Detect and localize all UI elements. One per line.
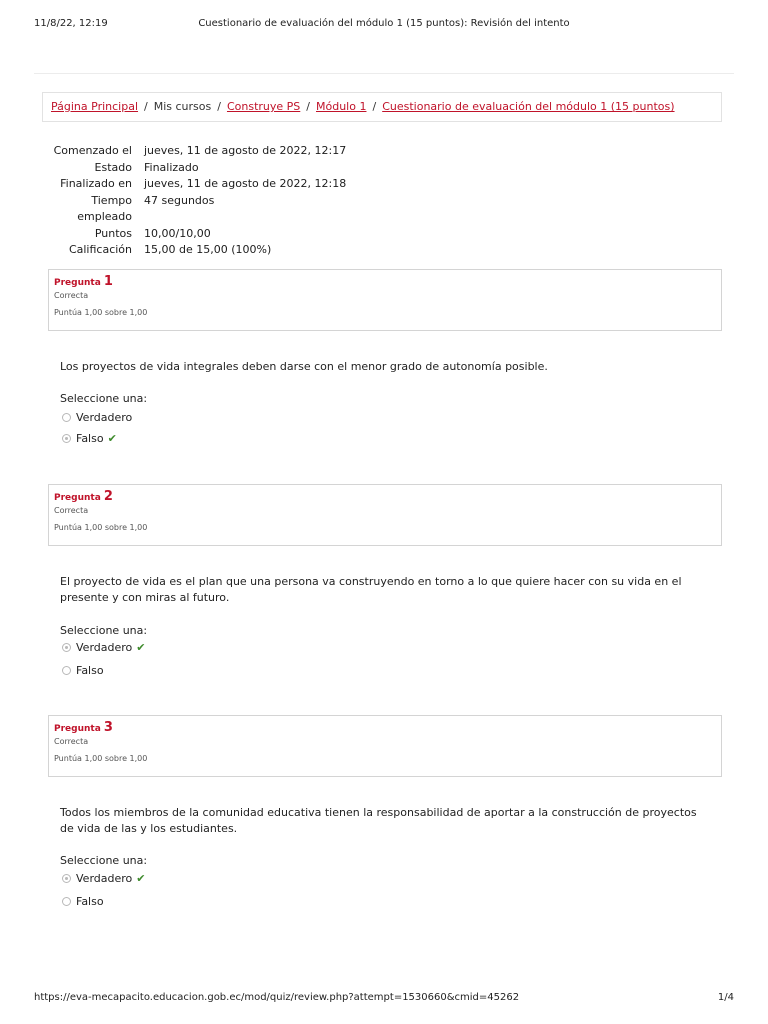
- option-label: Falso: [76, 895, 104, 908]
- checkmark-icon: ✔: [136, 641, 146, 654]
- question-number: 3: [103, 720, 113, 735]
- print-datetime: 11/8/22, 12:19: [34, 18, 108, 29]
- radio-button[interactable]: [62, 666, 71, 675]
- question-state: Correcta: [54, 506, 89, 515]
- summary-value: jueves, 11 de agosto de 2022, 12:18: [144, 177, 347, 190]
- print-header: [34, 18, 734, 32]
- question-text: Todos los miembros de la comunidad educativa tienen la responsabilidad de aportar a la construcción de proyectos de vida de las y los estudiantes.: [60, 806, 697, 835]
- breadcrumb-separator: /: [372, 100, 377, 113]
- question-title: [54, 274, 721, 289]
- answer-option[interactable]: [62, 895, 104, 908]
- breadcrumb-my-courses: Mis cursos: [153, 100, 212, 113]
- question-text: Los proyectos de vida integrales deben darse con el menor grado de autonomía posible.: [60, 360, 548, 373]
- breadcrumb-separator: /: [144, 100, 148, 113]
- breadcrumb-separator: /: [217, 100, 221, 113]
- summary-value: 47 segundos: [144, 193, 215, 207]
- summary-value: Finalizado: [144, 160, 199, 174]
- question-title: [54, 720, 721, 735]
- radio-button-selected[interactable]: [62, 874, 71, 883]
- summary-label: Finalizado en: [60, 177, 132, 190]
- question-text: El proyecto de vida es el plan que una persona va construyendo en torno a lo que quiere hacer con su vida en el presente y con miras al futuro.: [60, 575, 682, 604]
- summary-label: Estado: [94, 160, 132, 174]
- question-title: [54, 489, 721, 504]
- answer-prompt: Seleccione una:: [60, 392, 148, 405]
- summary-value: 10,00/10,00: [144, 226, 211, 240]
- breadcrumb-module-link[interactable]: Módulo 1: [316, 100, 367, 113]
- answer-prompt: Seleccione una:: [60, 854, 148, 867]
- option-label: Verdadero: [76, 411, 133, 424]
- question-state: Correcta: [54, 737, 89, 746]
- summary-label: Tiempo empleado: [77, 193, 132, 223]
- radio-button[interactable]: [62, 413, 71, 422]
- option-label: Falso: [76, 664, 104, 677]
- divider: [34, 73, 734, 74]
- question-number: 2: [103, 489, 113, 504]
- checkmark-icon: ✔: [136, 872, 146, 885]
- summary-value: 15,00 de 15,00 (100%): [144, 243, 272, 256]
- breadcrumb-course-link[interactable]: Construye PS: [226, 100, 301, 113]
- option-label: Verdadero: [76, 872, 133, 885]
- answer-option[interactable]: [62, 872, 145, 885]
- question-grade: Puntúa 1,00 sobre 1,00: [54, 308, 148, 317]
- summary-label: Calificación: [68, 243, 132, 256]
- print-title: Cuestionario de evaluación del módulo 1 (15 puntos): Revisión del intento: [198, 18, 570, 29]
- summary-row-finished: [42, 176, 444, 193]
- question-state: Correcta: [54, 291, 89, 300]
- answer-option[interactable]: [62, 411, 132, 424]
- question-grade: Puntúa 1,00 sobre 1,00: [54, 754, 148, 763]
- question-number: 1: [103, 274, 113, 289]
- summary-label: Puntos: [94, 226, 132, 240]
- option-label: Falso: [76, 432, 104, 445]
- answer-option[interactable]: [62, 664, 104, 677]
- summary-row-state: [42, 160, 444, 177]
- answer-prompt: Seleccione una:: [60, 624, 148, 637]
- option-label: Verdadero: [76, 641, 133, 654]
- breadcrumb: [42, 92, 722, 122]
- question-title-prefix: Pregunta: [54, 724, 101, 734]
- question-grade: Puntúa 1,00 sobre 1,00: [54, 523, 148, 532]
- answer-option[interactable]: [62, 641, 145, 654]
- question-title-prefix: Pregunta: [54, 278, 101, 288]
- summary-row-marks: [42, 226, 444, 243]
- question-info-3: [48, 715, 722, 777]
- summary-row-started: [42, 143, 444, 160]
- summary-value: jueves, 11 de agosto de 2022, 12:17: [144, 144, 347, 157]
- page-number: 1/4: [717, 992, 734, 1003]
- summary-row-time-taken: [42, 193, 444, 226]
- breadcrumb-quiz-link[interactable]: Cuestionario de evaluación del módulo 1 (15 puntos): [382, 100, 675, 113]
- checkmark-icon: ✔: [107, 432, 117, 445]
- breadcrumb-separator: /: [306, 100, 310, 113]
- breadcrumb-home-link[interactable]: Página Principal: [51, 100, 139, 113]
- attempt-summary: [42, 143, 444, 259]
- radio-button[interactable]: [62, 897, 71, 906]
- summary-label: Comenzado el: [53, 144, 132, 157]
- radio-button-selected[interactable]: [62, 434, 71, 443]
- radio-button-selected[interactable]: [62, 643, 71, 652]
- question-title-prefix: Pregunta: [54, 493, 101, 503]
- answer-option[interactable]: [62, 432, 117, 445]
- question-info-1: [48, 269, 722, 331]
- question-info-2: [48, 484, 722, 546]
- summary-row-grade: [42, 242, 444, 259]
- page-url: https://eva-mecapacito.educacion.gob.ec/mod/quiz/review.php?attempt=1530660&cmid=45262: [34, 992, 520, 1003]
